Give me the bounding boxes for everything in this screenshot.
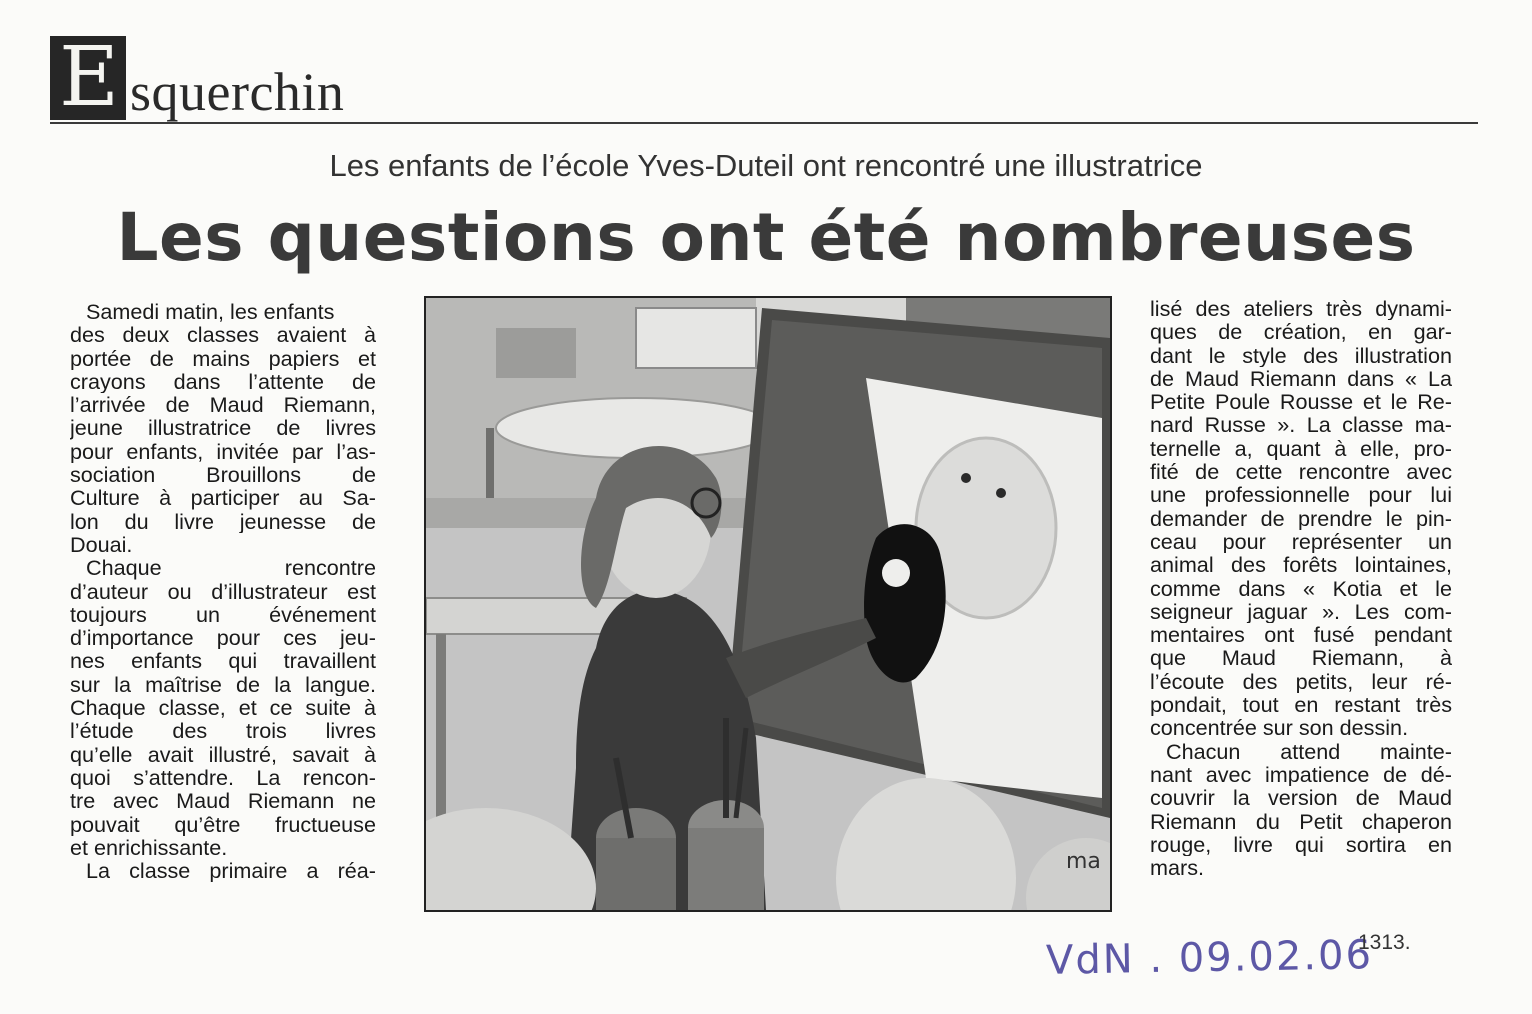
- article-text-line: lon du livre jeunesse de: [70, 509, 376, 533]
- article-photo: [424, 296, 1112, 912]
- article-text-line: une professionnelle pour lui: [1150, 483, 1452, 507]
- article-text-line: et enrichissante.: [70, 834, 228, 860]
- article-text-line: Chaque rencontre: [86, 556, 376, 580]
- article-text-line: Riemann du Petit chaperon: [1150, 809, 1452, 833]
- article-text-line: dant le style des illustration: [1150, 343, 1452, 367]
- article-text-line: mentaires ont fusé pendant: [1150, 623, 1452, 647]
- article-kicker: Les enfants de l’école Yves-Duteil ont rencontré une illustratrice: [329, 148, 1203, 183]
- article-text-line: Samedi matin, les enfants: [86, 299, 335, 324]
- article-text-line: l’étude des trois livres: [70, 719, 376, 743]
- article-text-line: qu’elle avait illustré, savait à: [70, 742, 376, 766]
- article-headline: Les questions ont été nombreuses: [116, 199, 1416, 276]
- easel-label: ma: [1066, 849, 1101, 874]
- article-text-line: nant avec impatience de dé-: [1150, 762, 1452, 787]
- article-text-line: pondait, tout en restant très: [1150, 693, 1452, 717]
- article-column-right: [1150, 297, 1452, 879]
- article-text-line: Chacun attend mainte-: [1166, 739, 1452, 763]
- article-text-line: sur la maîtrise de la langue.: [70, 672, 376, 697]
- article-text-line: Culture à participer au Sa-: [70, 486, 376, 510]
- article-text-line: La classe primaire a réa-: [86, 859, 376, 883]
- article-text-line: demander de prendre le pin-: [1150, 506, 1452, 530]
- article-text-line: de Maud Riemann dans « La: [1150, 366, 1452, 391]
- article-text-line: animal des forêts lointaines,: [1150, 553, 1452, 577]
- article-text-line: l’arrivée de Maud Riemann,: [70, 393, 376, 417]
- article-text-line: sociation Brouillons de: [70, 463, 376, 487]
- section-header: [50, 30, 1478, 125]
- article-text-line: mars.: [1150, 855, 1204, 881]
- article-text-line: l’écoute des petits, leur ré-: [1150, 669, 1452, 694]
- article-text-line: d’importance pour ces jeu-: [70, 626, 376, 650]
- article-text-line: des deux classes avaient à: [70, 323, 376, 347]
- article-text-line: ques de création, en gar-: [1150, 320, 1452, 344]
- article-text-line: nes enfants qui travaillent: [70, 649, 376, 673]
- article-text-line: Chaque classe, et ce suite à: [70, 696, 376, 720]
- article-text-line: seigneur jaguar ». Les com-: [1150, 599, 1452, 624]
- article-text-line: rouge, livre qui sortira en: [1150, 832, 1452, 857]
- section-name: squerchin: [130, 62, 345, 122]
- article-text-line: que Maud Riemann, à: [1150, 646, 1452, 670]
- article-text-line: pour enfants, invitée par l’as-: [70, 439, 376, 464]
- article-text-line: fité de cette rencontre avec: [1150, 460, 1452, 484]
- article-text-line: ceau pour représenter un: [1150, 529, 1452, 554]
- article-text-line: d’auteur ou d’illustrateur est: [70, 579, 376, 603]
- article-column-left: [70, 300, 376, 882]
- section-initial: E: [50, 36, 126, 120]
- handwritten-source-date: VdN . 09.02.06: [1045, 932, 1374, 984]
- article-text-line: lisé des ateliers très dynami-: [1150, 297, 1452, 321]
- article-text-line: concentrée sur son dessin.: [1150, 715, 1409, 741]
- page-number: 1313.: [1358, 931, 1411, 954]
- article-text-line: Douai.: [70, 531, 133, 557]
- article-text-line: quoi s’attendre. La rencon-: [70, 765, 376, 790]
- article-text-line: jeune illustratrice de livres: [70, 416, 376, 440]
- article-text-line: ternelle a, quant à elle, pro-: [1150, 436, 1452, 461]
- article-text-line: Petite Poule Rousse et le Re-: [1150, 390, 1452, 414]
- article-text-line: comme dans « Kotia et le: [1150, 576, 1452, 600]
- article-text-line: couvrir la version de Maud: [1150, 786, 1452, 810]
- article-text-line: tre avec Maud Riemann ne: [70, 789, 376, 813]
- article-text-line: nard Russe ». La classe ma-: [1150, 413, 1452, 437]
- article-text-line: toujours un événement: [70, 602, 376, 627]
- article-text-line: crayons dans l’attente de: [70, 369, 376, 394]
- article-text-line: pouvait qu’être fructueuse: [70, 812, 376, 836]
- article-text-line: portée de mains papiers et: [70, 346, 376, 370]
